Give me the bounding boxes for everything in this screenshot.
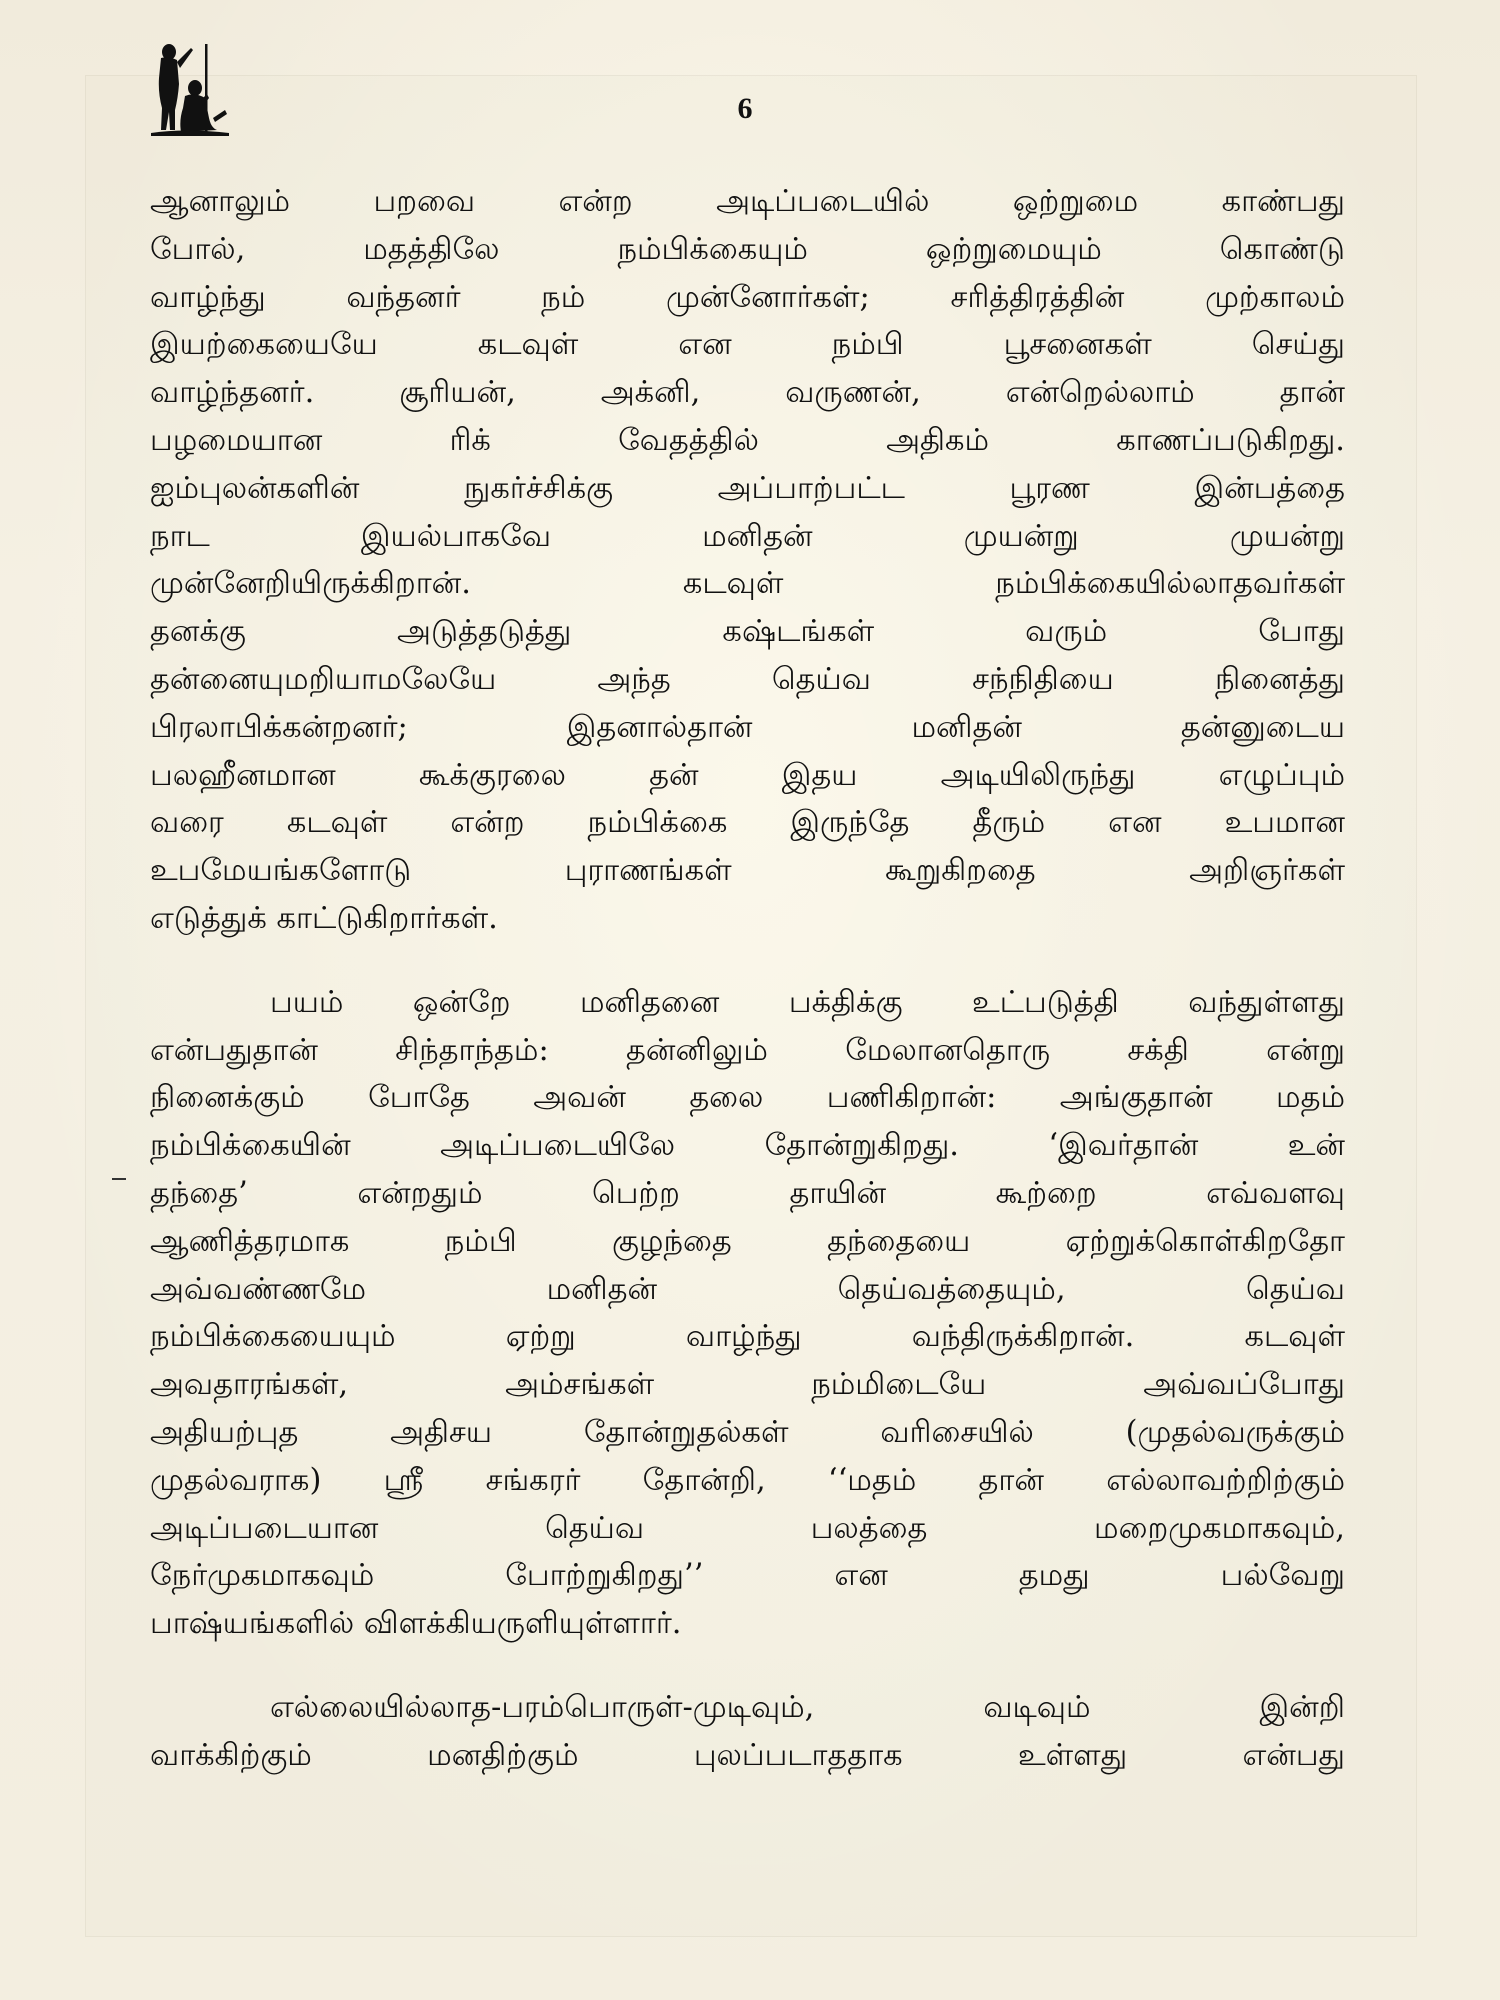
text-line: முன்னேறியிருக்கிறான். கடவுள் நம்பிக்கையில்லாதவர்கள் bbox=[150, 566, 1345, 602]
text-line: தனக்கு அடுத்தடுத்து கஷ்டங்கள் வரும் போது bbox=[150, 614, 1345, 650]
text-line: நம்பிக்கையின் அடிப்படையிலே தோன்றுகிறது. ‘இவர்தான் உன் bbox=[150, 1128, 1345, 1164]
text-line: நினைக்கும் போதே அவன் தலை பணிகிறான்: அங்குதான் மதம் bbox=[150, 1080, 1345, 1116]
text-line: முதல்வராக) ஸ்ரீ சங்கரர் தோன்றி, ‘‘மதம் தான் எல்லாவற்றிற்கும் bbox=[150, 1462, 1345, 1498]
text-line: அவதாரங்கள், அம்சங்கள் நம்மிடையே அவ்வப்போது bbox=[150, 1367, 1345, 1403]
pencil-margin-mark bbox=[112, 1178, 126, 1180]
text-line: வாழ்ந்து வந்தனர் நம் முன்னோர்கள்; சரித்திரத்தின் முற்காலம் bbox=[150, 279, 1345, 315]
text-line: வாழ்ந்தனர். சூரியன், அக்னி, வருணன், என்றெல்லாம் தான் bbox=[150, 375, 1345, 411]
text-line: அவ்வண்ணமே மனிதன் தெய்வத்தையும், தெய்வ bbox=[150, 1271, 1345, 1307]
text-line: பிரலாபிக்கன்றனர்; இதனால்தான் மனிதன் தன்னுடைய bbox=[150, 709, 1345, 745]
text-line: நாட இயல்பாகவே மனிதன் முயன்று முயன்று bbox=[150, 518, 1345, 554]
text-line: வரை கடவுள் என்ற நம்பிக்கை இருந்தே தீரும் என உபமான bbox=[150, 805, 1345, 841]
paragraph bbox=[150, 979, 1345, 1648]
text-line: எல்லையில்லாத-பரம்பொருள்-முடிவும், வடிவும் இன்றி bbox=[270, 1689, 1345, 1725]
text-line: நேர்முகமாகவும் போற்றுகிறது’’ என தமது பல்வேறு bbox=[150, 1558, 1345, 1594]
text-line: வாக்கிற்கும் மனதிற்கும் புலப்படாததாக உள்ளது என்பது bbox=[150, 1737, 1345, 1773]
paragraph bbox=[150, 178, 1345, 943]
text-line: ஆனாலும் பறவை என்ற அடிப்படையில் ஒற்றுமை காண்பது bbox=[150, 184, 1345, 219]
text-line: பழமையான ரிக் வேதத்தில் அதிகம் காணப்படுகிறது. bbox=[150, 422, 1345, 458]
text-line: பாஷ்யங்களில் விளக்கியருளியுள்ளார். bbox=[150, 1606, 682, 1642]
text-line: ஐம்புலன்களின் நுகர்ச்சிக்கு அப்பாற்பட்ட பூரண இன்பத்தை bbox=[150, 470, 1345, 506]
text-line: உபமேயங்களோடு புராணங்கள் கூறுகிறதை அறிஞர்கள் bbox=[150, 853, 1345, 889]
text-line: அடிப்படையான தெய்வ பலத்தை மறைமுகமாகவும், bbox=[150, 1510, 1345, 1546]
text-line: பலஹீனமான கூக்குரலை தன் இதய அடியிலிருந்து எழுப்பும் bbox=[150, 757, 1345, 793]
text-line: என்பதுதான் சிந்தாந்தம்: தன்னிலும் மேலானதொரு சக்தி என்று bbox=[150, 1032, 1345, 1068]
page-number: 6 bbox=[737, 92, 753, 125]
text-line: தன்னையுமறியாமலேயே அந்த தெய்வ சந்நிதியை நினைத்து bbox=[150, 661, 1345, 697]
sage-and-disciple-silhouette-logo-icon bbox=[145, 38, 235, 138]
text-line: தந்தை’ என்றதும் பெற்ற தாயின் கூற்றை எவ்வளவு bbox=[150, 1175, 1345, 1211]
text-line: எடுத்துக் காட்டுகிறார்கள். bbox=[150, 900, 498, 936]
paragraph bbox=[150, 1684, 1345, 1780]
text-line: இயற்கையையே கடவுள் என நம்பி பூசனைகள் செய்து bbox=[150, 327, 1345, 363]
text-line: போல், மதத்திலே நம்பிக்கையும் ஒற்றுமையும் கொண்டு bbox=[150, 231, 1345, 267]
text-line: பயம் ஒன்றே மனிதனை பக்திக்கு உட்படுத்தி வந்துள்ளது bbox=[270, 984, 1345, 1020]
text-line: நம்பிக்கையையும் ஏற்று வாழ்ந்து வந்திருக்கிறான். கடவுள் bbox=[150, 1319, 1345, 1355]
body-text bbox=[150, 178, 1345, 1780]
text-line: அதியற்புத அதிசய தோன்றுதல்கள் வரிசையில் (முதல்வருக்கும் bbox=[150, 1414, 1345, 1450]
text-line: ஆணித்தரமாக நம்பி குழந்தை தந்தையை ஏற்றுக்கொள்கிறதோ bbox=[150, 1223, 1345, 1259]
